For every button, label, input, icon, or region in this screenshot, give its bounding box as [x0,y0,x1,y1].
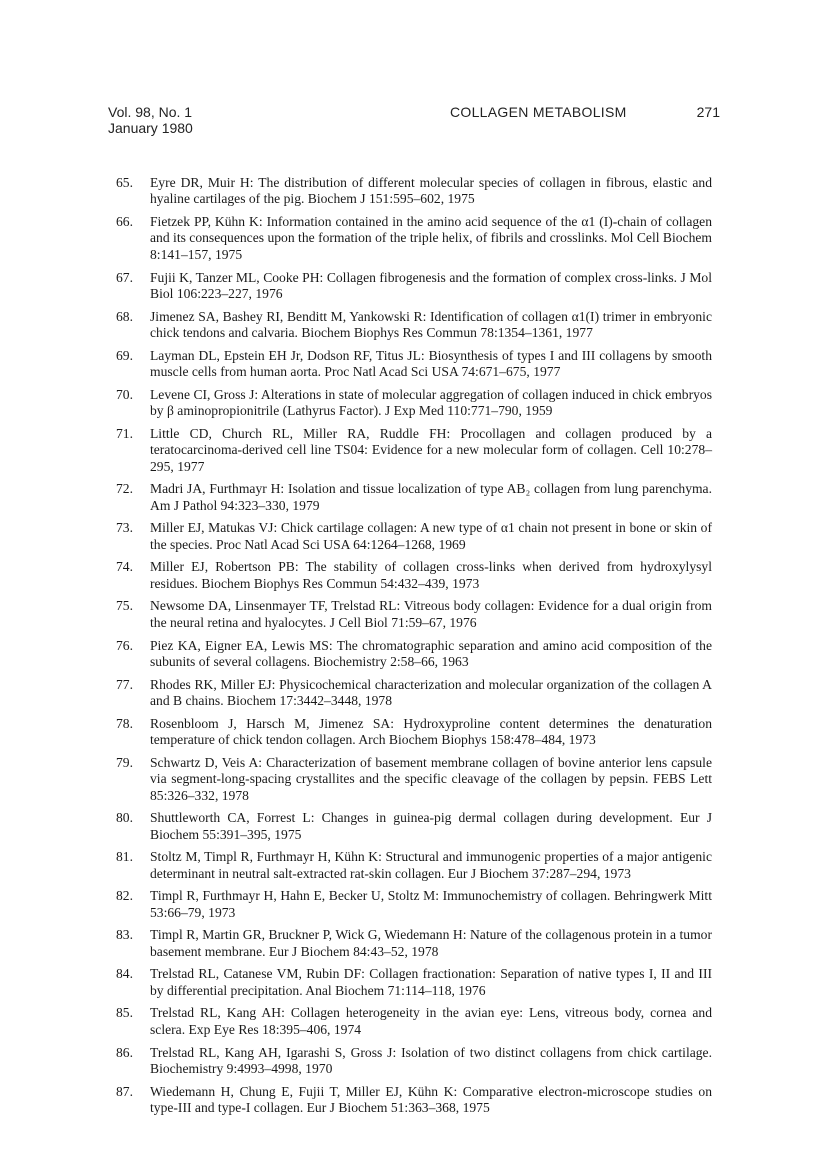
reference-text: Timpl R, Martin GR, Bruckner P, Wick G, Wiedemann H: Nature of the collagenous protein in a tumor basement membrane. Eur J Biochem 84:43–52, 1978 [150,927,712,959]
reference-item [116,810,712,843]
reference-item [116,348,712,381]
reference-item [116,598,712,631]
reference-text: Jimenez SA, Bashey RI, Benditt M, Yankowski R: Identification of collagen α1(I) trimer in embryonic chick tendons and calvaria. Biochem Biophys Res Commun 78:1354–1361, 1977 [150,308,712,340]
reference-text: Levene CI, Gross J: Alterations in state of molecular aggregation of collagen induced in chick embryos by β aminopropionitrile (Lathyrus Factor). J Exp Med 110:771–790, 1959 [150,386,712,419]
reference-item [116,716,712,749]
volume-issue: Vol. 98, No. 1 [108,104,193,120]
reference-item [116,677,712,710]
reference-item [116,387,712,420]
reference-number: 80. [116,810,133,826]
reference-number: 66. [116,214,133,230]
reference-number: 67. [116,269,133,285]
reference-number: 83. [116,927,133,943]
reference-number: 65. [116,175,133,190]
reference-item [116,849,712,882]
reference-text: Trelstad RL, Catanese VM, Rubin DF: Collagen fractionation: Separation of native types I, II and III by differential precipitation. Anal Biochem 71:114–118, 1976 [150,966,712,998]
reference-number: 85. [116,1005,133,1021]
reference-item [116,1084,712,1117]
reference-text: Madri JA, Furthmayr H: Isolation and tissue localization of type AB₂ collagen from lung parenchyma. Am J Pathol 94:323–330, 1979 [150,481,712,513]
running-title: COLLAGEN METABOLISM [450,104,627,120]
reference-item [116,309,712,342]
reference-text: Timpl R, Furthmayr H, Hahn E, Becker U, Stoltz M: Immunochemistry of collagen. Behringwerk Mitt 53:66–79, 1973 [150,888,712,920]
reference-item [116,1045,712,1078]
reference-text: Miller EJ, Robertson PB: The stability of collagen cross-links when derived from hydroxylysyl residues. Biochem Biophys Res Commun 54:432–439, 1973 [150,559,712,591]
reference-item [116,559,712,592]
reference-text: Trelstad RL, Kang AH: Collagen heterogeneity in the avian eye: Lens, vitreous body, cornea and sclera. Exp Eye Res 18:395–406, 1974 [150,1005,712,1037]
reference-text: Stoltz M, Timpl R, Furthmayr H, Kühn K: Structural and immunogenic properties of a major antigenic determinant in neutral salt-extracted rat-skin collagen. Eur J Biochem 37:287–294, 1973 [150,849,712,881]
reference-item [116,888,712,921]
reference-text: Rosenbloom J, Harsch M, Jimenez SA: Hydroxyproline content determines the denaturation temperature of chick tendon collagen. Arch Biochem Biophys 158:478–484, 1973 [150,715,712,748]
reference-text: Eyre DR, Muir H: The distribution of different molecular species of collagen in fibrous, elastic and hyaline cartilages of the pig. Biochem J 151:595–602, 1975 [150,175,712,207]
page-header [108,104,720,148]
reference-item [116,1005,712,1038]
reference-number: 70. [116,386,133,402]
reference-text: Piez KA, Eigner EA, Lewis MS: The chromatographic separation and amino acid composition of the subunits of several collagens. Biochemistry 2:58–66, 1963 [150,637,712,669]
reference-text: Little CD, Church RL, Miller RA, Ruddle FH: Procollagen and collagen produced by a teratocarcinoma-derived cell line TS04: Evidence for a new molecular form of collagen. Cell 10:278–295, 1977 [150,425,712,474]
reference-item [116,966,712,999]
journal-info [108,104,193,136]
reference-number: 73. [116,520,133,536]
reference-item [116,175,712,208]
reference-number: 69. [116,347,133,363]
reference-number: 86. [116,1044,133,1060]
reference-number: 81. [116,849,133,865]
reference-text: Wiedemann H, Chung E, Fujii T, Miller EJ, Kühn K: Comparative electron-microscope studies on type-III and type-I collagen. Eur J Biochem 51:363–368, 1975 [150,1083,712,1115]
reference-item [116,520,712,553]
reference-text: Shuttleworth CA, Forrest L: Changes in guinea-pig dermal collagen during development. Eur J Biochem 55:391–395, 1975 [150,810,712,842]
reference-number: 87. [116,1083,133,1099]
reference-item [116,270,712,303]
reference-number: 77. [116,676,133,692]
reference-text: Newsome DA, Linsenmayer TF, Trelstad RL: Vitreous body collagen: Evidence for a dual origin from the neural retina and hyalocytes. J Cell Biol 71:59–67, 1976 [150,598,712,630]
reference-number: 72. [116,481,133,497]
reference-number: 79. [116,754,133,770]
reference-item [116,927,712,960]
reference-number: 71. [116,425,133,441]
reference-text: Miller EJ, Matukas VJ: Chick cartilage collagen: A new type of α1 chain not present in bone or skin of the species. Proc Natl Acad Sci USA 64:1264–1268, 1969 [150,520,712,552]
reference-item [116,638,712,671]
issue-date: January 1980 [108,120,193,136]
reference-text: Layman DL, Epstein EH Jr, Dodson RF, Titus JL: Biosynthesis of types I and III collagens by smooth muscle cells from human aorta. Proc Natl Acad Sci USA 74:671–675, 1977 [150,347,712,380]
reference-text: Fietzek PP, Kühn K: Information contained in the amino acid sequence of the α1 (I)-chain of collagen and its consequences upon the formation of the triple helix, of fibrils and crosslinks. Mol Cell Biochem 8:141–157, 1975 [150,214,712,262]
reference-list [116,175,712,1123]
reference-item [116,481,712,514]
reference-item [116,426,712,475]
reference-text: Schwartz D, Veis A: Characterization of basement membrane collagen of bovine anterior lens capsule via segment-long-spacing crystallites and the specific cleavage of the collagen by pepsin. FEBS Lett 85:326–332, 1978 [150,754,712,803]
reference-number: 75. [116,598,133,614]
reference-number: 78. [116,715,133,731]
reference-number: 76. [116,637,133,653]
reference-text: Rhodes RK, Miller EJ: Physicochemical characterization and molecular organization of the collagen A and B chains. Biochem 17:3442–3448, 1978 [150,676,712,708]
reference-number: 68. [116,308,133,324]
reference-number: 84. [116,966,133,982]
page-number: 271 [696,104,720,120]
reference-number: 74. [116,559,133,575]
reference-item [116,755,712,804]
reference-text: Fujii K, Tanzer ML, Cooke PH: Collagen fibrogenesis and the formation of complex cross-links. J Mol Biol 106:223–227, 1976 [150,269,712,301]
reference-text: Trelstad RL, Kang AH, Igarashi S, Gross J: Isolation of two distinct collagens from chick cartilage. Biochemistry 9:4993–4998, 1970 [150,1044,712,1076]
reference-number: 82. [116,888,133,904]
reference-item [116,214,712,263]
